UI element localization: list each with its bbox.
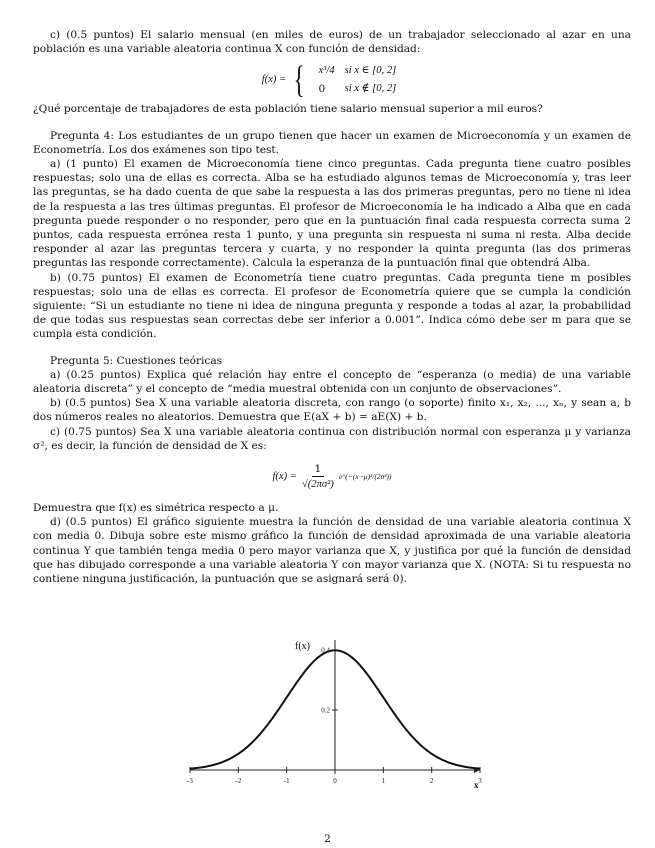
- normal-fraction: [299, 463, 337, 492]
- x-tick-label: 1: [381, 777, 386, 785]
- x-tick-label: -3: [187, 777, 193, 785]
- q5-part-a: a) (0.25 puntos) Explica qué relación hay entre el concepto de “esperanza (o media) de una variable aleatoria discreta” y el concepto de “media muestral obtenida con un conjunto de observaciones”.: [33, 368, 631, 396]
- pdf-lhs: f(x) =: [261, 74, 287, 86]
- case1-cond: si x ∈ [0, 2]: [344, 65, 397, 77]
- pdf-definition: [33, 58, 631, 102]
- cases-brace: {: [293, 59, 305, 102]
- x-tick-label: 0: [333, 777, 337, 785]
- q3c-question: ¿Qué porcentaje de trabajadores de esta población tiene salario mensual superior a mil euros?: [33, 103, 543, 116]
- y-axis-label: f(x): [295, 641, 310, 652]
- q5-part-d: d) (0.5 puntos) El gráfico siguiente muestra la función de densidad de una variable aleatoria continua X con media 0. Dibuja sobre este mismo gráfico la función de densidad aproximada de una variable aleatoria continua Y que también tenga media 0 pero mayor varianza que X, y justifica por qué la función de densidad que has dibujado corresponde a una variable aleatoria Y con mayor varianza que X. (NOTA: Si tu respuesta no contiene ninguna justificación, la puntuación que se asignará será 0).: [33, 516, 631, 586]
- case2-cond: si x ∉ [0, 2]: [344, 83, 397, 95]
- y-tick-label: 0.2: [321, 706, 330, 715]
- density-chart-svg: [180, 636, 490, 796]
- x-tick-label: 2: [429, 777, 434, 785]
- exam-page: [33, 28, 631, 586]
- q4-part-a: a) (1 punto) El examen de Microeconomía tiene cinco preguntas. Cada pregunta tiene cuatro posibles respuestas; solo una de ellas es correcta. Alba se ha estudiado algunos temas de Microeconomía y, tras leer las preguntas, se ha dado cuenta de que sabe la respuesta a las dos primeras preguntas, pero no tiene ni idea de la respuesta a las tres últimas preguntas. El profesor de Microeconomía le ha indicado a Alba que en cada pregunta puede responder o no responder, pero que en la puntuación final cada respuesta correcta suma 2 puntos, cada respuesta errónea resta 1 punto, y una pregunta sin respuesta ni suma ni resta. Alba decide responder al azar las preguntas tercera y cuarta, y no responder la quinta pregunta (las dos primeras preguntas las responde correctamente). Calcula la esperanza de la puntuación final que obtendrá Alba.: [33, 158, 631, 270]
- q4-part-b: b) (0.75 puntos) El examen de Econometría tiene cuatro preguntas. Cada pregunta tiene m posibles respuestas; solo una de ellas es correcta. El profesor de Econometría quiere que se cumpla la condición siguiente: “Si un estudiante no tiene ni idea de ninguna pregunta y responde a todas al azar, la probabilidad de que todas sus respuestas sean correctas debe ser inferior a 0.001”. Indica cómo debe ser m para que se cumpla esta condición.: [33, 271, 631, 341]
- normal-denominator: √(2πσ²): [301, 478, 334, 490]
- normal-density-formula: [33, 455, 631, 499]
- q5-part-c-after: Demuestra que f(x) es simétrica respecto a μ.: [33, 502, 279, 515]
- x-tick-label: 3: [478, 777, 482, 785]
- normal-exponential: e^(−(x−μ)²/(2σ²)): [338, 471, 392, 481]
- q5-part-c: c) (0.75 puntos) Sea X una variable aleatoria continua con distribución normal con esperanza μ y varianza σ², es decir, la función de densidad de X es:: [33, 425, 631, 452]
- x-tick-label: -2: [235, 777, 242, 785]
- x-tick-label: -1: [283, 777, 290, 785]
- q5-part-b: b) (0.5 puntos) Sea X una variable aleatoria discreta, con rango (o soporte) finito x₁, x₂, ..., xₙ, y sean a, b dos números reales no aleatorios. Demuestra que E(aX + b) = aE(X) + b.: [33, 397, 631, 424]
- q3c-statement: c) (0.5 puntos) El salario mensual (en miles de euros) de un trabajador seleccionado al azar en una población es una variable aleatoria continua X con función de densidad:: [33, 29, 631, 56]
- q5-title: Pregunta 5: Cuestiones teóricas: [50, 354, 223, 367]
- normal-numerator: 1: [312, 463, 325, 477]
- case2-expr: 0: [318, 83, 326, 96]
- x-axis-label: x: [474, 780, 479, 790]
- y-tick-label: 0.4: [321, 646, 330, 655]
- pdf-cases: [312, 61, 402, 99]
- case1-expr: x³/4: [318, 65, 335, 77]
- page-number: 2: [324, 833, 331, 845]
- density-chart: [180, 636, 490, 796]
- q4-intro: Pregunta 4: Los estudiantes de un grupo tienen que hacer un examen de Microeconomía y un examen de Econometría. Los dos exámenes son tipo test.: [33, 129, 631, 156]
- normal-lhs: f(x) =: [272, 470, 297, 482]
